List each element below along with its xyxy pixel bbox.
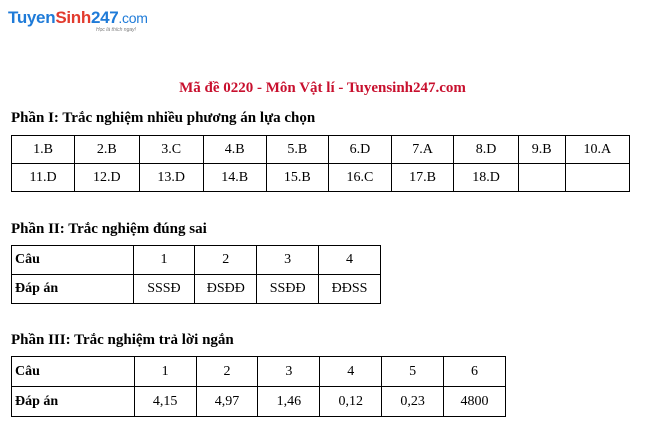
answer-cell: 4800 — [444, 387, 506, 417]
question-cell: 2 — [195, 246, 257, 275]
table-row — [12, 164, 630, 192]
question-cell: 1 — [133, 246, 195, 275]
part2-answer-table — [11, 245, 381, 304]
part1-answer-table — [11, 135, 630, 192]
answer-cell: 4.B — [203, 136, 266, 164]
part3-answer-table — [11, 356, 506, 417]
page-title: Mã đề 0220 - Môn Vật lí - Tuyensinh247.com — [179, 80, 466, 96]
answer-cell: 7.A — [391, 136, 454, 164]
answer-cell: 15.B — [266, 164, 329, 192]
answer-cell: SSĐĐ — [257, 275, 319, 304]
row-label: Đáp án — [12, 275, 134, 304]
answer-cell: ĐSĐĐ — [195, 275, 257, 304]
logo-part-247: 247 — [90, 8, 119, 27]
logo-part-tuyen: Tuyen — [8, 8, 56, 27]
answer-cell: 4,97 — [196, 387, 258, 417]
answer-cell: 12.D — [75, 164, 139, 192]
question-cell: 6 — [444, 357, 506, 387]
question-cell: 1 — [134, 357, 196, 387]
answer-cell: 5.B — [266, 136, 329, 164]
answer-cell: 14.B — [203, 164, 266, 192]
table-row — [12, 136, 630, 164]
logo-part-sinh: Sinh — [55, 8, 91, 27]
answer-cell: 1,46 — [258, 387, 320, 417]
table-row — [12, 275, 381, 304]
row-label: Đáp án — [12, 387, 135, 417]
answer-cell: ĐĐSS — [319, 275, 381, 304]
answer-cell: 0,23 — [382, 387, 444, 417]
answer-cell: 0,12 — [320, 387, 382, 417]
answer-cell: 4,15 — [134, 387, 196, 417]
logo-wordmark — [8, 8, 148, 28]
question-cell: 3 — [257, 246, 319, 275]
answer-cell: 9.B — [518, 136, 565, 164]
answer-cell: SSSĐ — [133, 275, 195, 304]
answer-cell: 2.B — [75, 136, 139, 164]
question-cell: 2 — [196, 357, 258, 387]
answer-cell — [565, 164, 629, 192]
row-label: Câu — [12, 357, 135, 387]
question-cell: 3 — [258, 357, 320, 387]
answer-cell: 18.D — [454, 164, 518, 192]
question-cell: 4 — [319, 246, 381, 275]
answer-cell: 16.C — [329, 164, 392, 192]
answer-cell: 10.A — [565, 136, 629, 164]
answer-cell: 11.D — [12, 164, 75, 192]
row-label: Câu — [12, 246, 134, 275]
answer-cell: 13.D — [139, 164, 203, 192]
answer-cell: 6.D — [329, 136, 392, 164]
answer-cell: 8.D — [454, 136, 518, 164]
part2-heading: Phần II: Trắc nghiệm đúng sai — [11, 221, 207, 237]
logo-tagline: Học là thích ngay! — [96, 27, 137, 33]
logo-part-com: .com — [118, 10, 148, 26]
table-row — [12, 246, 381, 275]
answer-cell — [518, 164, 565, 192]
question-cell: 5 — [382, 357, 444, 387]
table-row — [12, 357, 506, 387]
answer-cell: 17.B — [391, 164, 454, 192]
answer-cell: 1.B — [12, 136, 75, 164]
part1-heading: Phần I: Trắc nghiệm nhiều phương án lựa chọn — [11, 110, 316, 126]
table-row — [12, 387, 506, 417]
part3-heading: Phần III: Trắc nghiệm trả lời ngắn — [11, 332, 234, 348]
answer-cell: 3.C — [139, 136, 203, 164]
question-cell: 4 — [320, 357, 382, 387]
